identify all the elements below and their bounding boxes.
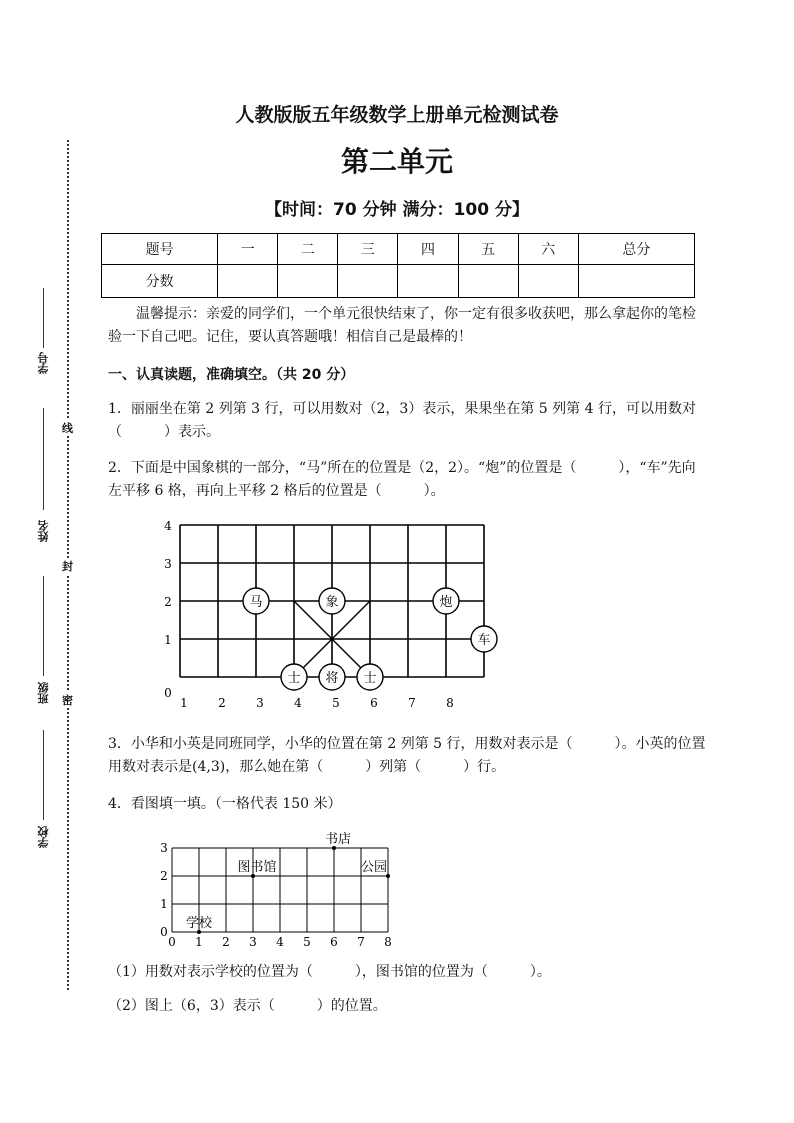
section-1-heading: 一、认真读题，准确填空。（共 20 分）	[108, 367, 355, 383]
chess-piece-label: 马	[249, 595, 263, 610]
chess-piece-label: 炮	[439, 595, 453, 610]
map-grid-figure	[150, 828, 410, 953]
map-y-tick-label: 2	[160, 869, 168, 883]
question-1: 1．丽丽坐在第 2 列第 3 行，可以用数对（2，3）表示，果果坐在第 5 列第 4 行，可以用数对（ ）表示。	[108, 401, 696, 440]
score-input-cell[interactable]	[338, 265, 398, 298]
score-cell: 总分	[578, 234, 694, 265]
chess-piece	[319, 588, 345, 614]
chess-board-figure	[150, 515, 510, 715]
map-y-tick-label: 0	[160, 925, 168, 939]
chess-piece-label: 象	[325, 595, 339, 610]
seal-char-line: 线	[62, 422, 73, 435]
chess-piece	[433, 588, 459, 614]
chess-y-tick-label: 3	[164, 557, 172, 571]
chess-piece-label: 士	[287, 671, 301, 686]
chess-y-tick-label: 2	[164, 595, 172, 609]
chess-x-tick-label: 5	[332, 696, 340, 710]
question-3: 3．小华和小英是同班同学，小华的位置在第 2 列第 5 行，用数对表示是（ ）。小英的位置用数对表示是(4,3)，那么她在第（ ）列第（ ）行。	[108, 736, 706, 775]
unit-title: 第二单元	[340, 145, 453, 178]
score-cell: 六	[518, 234, 578, 265]
score-input-cell[interactable]	[218, 265, 278, 298]
school-label: 学校	[37, 826, 50, 848]
map-place-label: 图书馆	[237, 860, 277, 875]
chess-piece	[471, 626, 497, 652]
chess-piece-label: 士	[363, 671, 377, 686]
seal-char-secret: 密	[62, 694, 73, 707]
chess-piece	[281, 664, 307, 690]
score-cell: 题号	[102, 234, 218, 265]
chess-piece-label: 车	[477, 633, 491, 648]
chess-piece	[357, 664, 383, 690]
map-x-tick-label: 7	[357, 935, 365, 949]
question-4-1: （1）用数对表示学校的位置为（ ），图书馆的位置为（ ）。	[108, 964, 551, 980]
map-x-tick-label: 5	[303, 935, 311, 949]
time-info: 【时间：70 分钟 满分：100 分】	[265, 200, 529, 220]
chess-x-tick-label: 8	[446, 696, 454, 710]
map-x-tick-label: 2	[222, 935, 230, 949]
map-place-label: 公园	[360, 860, 388, 875]
chess-y-tick-label: 1	[164, 633, 172, 647]
chess-y-tick-label: 0	[164, 686, 172, 700]
exam-title: 人教版版五年级数学上册单元检测试卷	[235, 104, 559, 126]
map-y-tick-label: 3	[160, 841, 168, 855]
map-x-tick-label: 1	[195, 935, 203, 949]
map-place-label: 学校	[185, 916, 213, 931]
map-y-tick-label: 1	[160, 897, 168, 911]
score-cell: 四	[398, 234, 458, 265]
class-blank	[43, 576, 44, 676]
score-input-cell[interactable]	[398, 265, 458, 298]
question-4-2: （2）图上（6，3）表示（ ）的位置。	[108, 998, 387, 1014]
score-input-cell[interactable]	[458, 265, 518, 298]
chess-piece-label: 将	[325, 671, 339, 686]
student-id-label: 学号	[37, 352, 50, 374]
seal-char-seal: 封	[62, 560, 73, 573]
score-input-cell[interactable]	[578, 265, 694, 298]
name-blank	[43, 408, 44, 510]
map-x-tick-label: 8	[384, 935, 392, 949]
map-place-label: 书店	[324, 832, 352, 847]
score-cell: 分数	[102, 265, 218, 298]
score-input-cell[interactable]	[278, 265, 338, 298]
chess-x-tick-label: 6	[370, 696, 378, 710]
chess-y-tick-label: 4	[164, 519, 172, 533]
school-blank	[43, 730, 44, 820]
chess-x-tick-label: 3	[256, 696, 264, 710]
chess-x-tick-label: 1	[180, 696, 188, 710]
score-cell: 三	[338, 234, 398, 265]
chess-x-tick-label: 4	[294, 696, 302, 710]
chess-x-tick-label: 7	[408, 696, 416, 710]
score-table-header-row	[102, 234, 695, 265]
chess-piece	[319, 664, 345, 690]
score-cell: 二	[278, 234, 338, 265]
map-x-tick-label: 6	[330, 935, 338, 949]
score-cell: 五	[458, 234, 518, 265]
warm-tip: 温馨提示：亲爱的同学们，一个单元很快结束了，你一定有很多收获吧，那么拿起你的笔检验一下自己吧。记住，要认真答题哦！相信自己是最棒的！	[108, 306, 696, 345]
question-2: 2．下面是中国象棋的一部分，“马”所在的位置是（2，2）。“炮”的位置是（ ），“车”先向左平移 6 格，再向上平移 2 格后的位置是（ ）。	[108, 460, 696, 499]
score-table-score-row	[102, 265, 695, 298]
chess-piece	[243, 588, 269, 614]
score-input-cell[interactable]	[518, 265, 578, 298]
map-x-tick-label: 4	[276, 935, 284, 949]
question-4: 4．看图填一填。（一格代表 150 米）	[108, 796, 342, 812]
score-table	[101, 233, 695, 298]
class-label: 班级	[37, 682, 50, 704]
map-x-tick-label: 0	[168, 935, 176, 949]
student-id-blank	[43, 288, 44, 348]
score-cell: 一	[218, 234, 278, 265]
map-x-tick-label: 3	[249, 935, 257, 949]
chess-x-tick-label: 2	[218, 696, 226, 710]
name-label: 姓名	[37, 520, 50, 542]
